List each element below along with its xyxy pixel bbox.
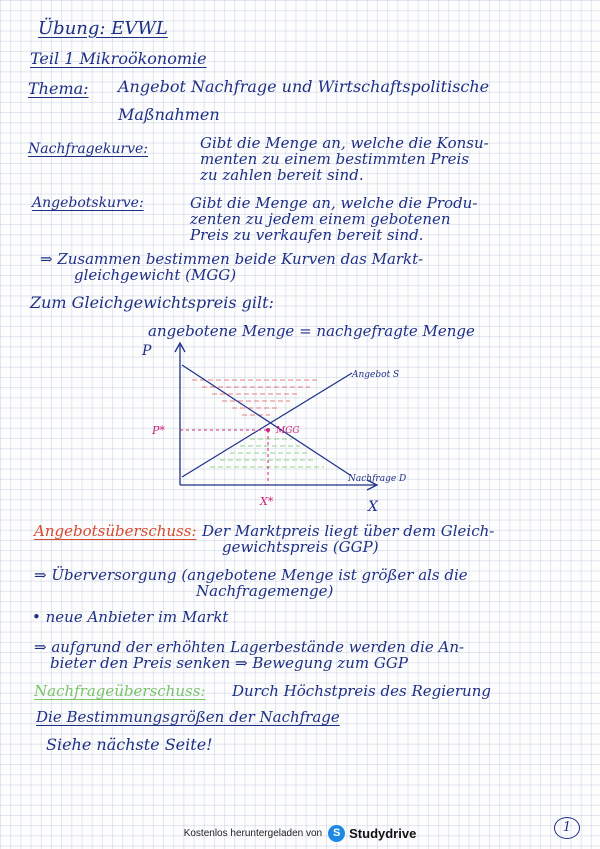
angebotsueberschuss-label: Angebotsüberschuss: (34, 522, 197, 540)
demand-curve (182, 365, 350, 475)
footer-brand: Studydrive (349, 825, 417, 841)
siehe-naechste-seite: Siehe nächste Seite! (46, 735, 213, 754)
neue-anbieter-bullet: • neue Anbieter im Markt (32, 608, 229, 626)
page-title: Übung: EVWL (38, 18, 168, 39)
thema-text-1: Angebot Nachfrage und Wirtschaftspolitische (118, 77, 490, 96)
angebot-text-2: zenten zu jedem einem gebotenen (190, 210, 451, 228)
teil-heading: Teil 1 Mikroökonomie (30, 49, 207, 68)
studydrive-logo-icon: S (328, 825, 345, 842)
bestimmungsgroessen-heading: Die Bestimmungsgrößen der Nachfrage (36, 708, 340, 726)
ueberversorgung-line-1: ⇒ Überversorgung (angebotene Menge ist größer als die (34, 566, 468, 584)
nachfrage-text-1: Gibt die Menge an, welche die Konsu- (200, 134, 489, 152)
price-label: P* (152, 424, 165, 437)
download-footer (0, 819, 600, 847)
nachfrage-text-3: zu zahlen bereit sind. (200, 166, 364, 184)
footer-text: Kostenlos heruntergeladen von (183, 827, 323, 839)
nachfrageueberschuss-label: Nachfrageüberschuss: (34, 682, 206, 700)
equilibrium-formula: angebotene Menge = nachgefragte Menge (148, 322, 475, 340)
demand-label: Nachfrage D (348, 474, 407, 484)
angebotsueberschuss-text-1: Der Marktpreis liegt über dem Gleich- (202, 522, 495, 540)
folge-line-2: bieter den Preis senken ⇒ Bewegung zum GGP (50, 654, 408, 672)
folge-line-1: ⇒ aufgrund der erhöhten Lagerbestände werden die An- (34, 638, 465, 656)
y-axis-label: P (142, 343, 152, 359)
ueberversorgung-line-2: Nachfragemenge) (196, 582, 334, 600)
quantity-label: X* (260, 495, 274, 508)
thema-label: Thema: (28, 79, 89, 98)
angebotsueberschuss-text-2: gewichtspreis (GGP) (222, 538, 379, 556)
supply-label: Angebot S (352, 370, 400, 380)
angebotskurve-label: Angebotskurve: (32, 195, 144, 211)
shortage-hatching (210, 439, 324, 467)
nachfragekurve-label: Nachfragekurve: (28, 141, 149, 157)
supply-curve (182, 373, 352, 477)
gleichgewicht-intro: Zum Gleichgewichtspreis gilt: (30, 293, 274, 312)
surplus-hatching (192, 380, 318, 415)
zusammen-line-1: ⇒ Zusammen bestimmen beide Kurven das Markt- (40, 250, 424, 268)
nachfrage-text-2: menten zu einem bestimmten Preis (200, 150, 470, 168)
zusammen-line-2: gleichgewicht (MGG) (74, 266, 237, 284)
angebot-text-1: Gibt die Menge an, welche die Produ- (190, 194, 478, 212)
equilibrium-point (266, 428, 270, 432)
angebot-text-3: Preis zu verkaufen bereit sind. (190, 226, 424, 244)
thema-text-2: Maßnahmen (118, 105, 220, 124)
nachfrageueberschuss-text: Durch Höchstpreis des Regierung (232, 682, 491, 700)
mgg-label: MGG (276, 426, 300, 436)
page-number: 1 (554, 817, 580, 839)
x-axis-label: X (368, 499, 378, 515)
supply-demand-graph (140, 335, 407, 520)
